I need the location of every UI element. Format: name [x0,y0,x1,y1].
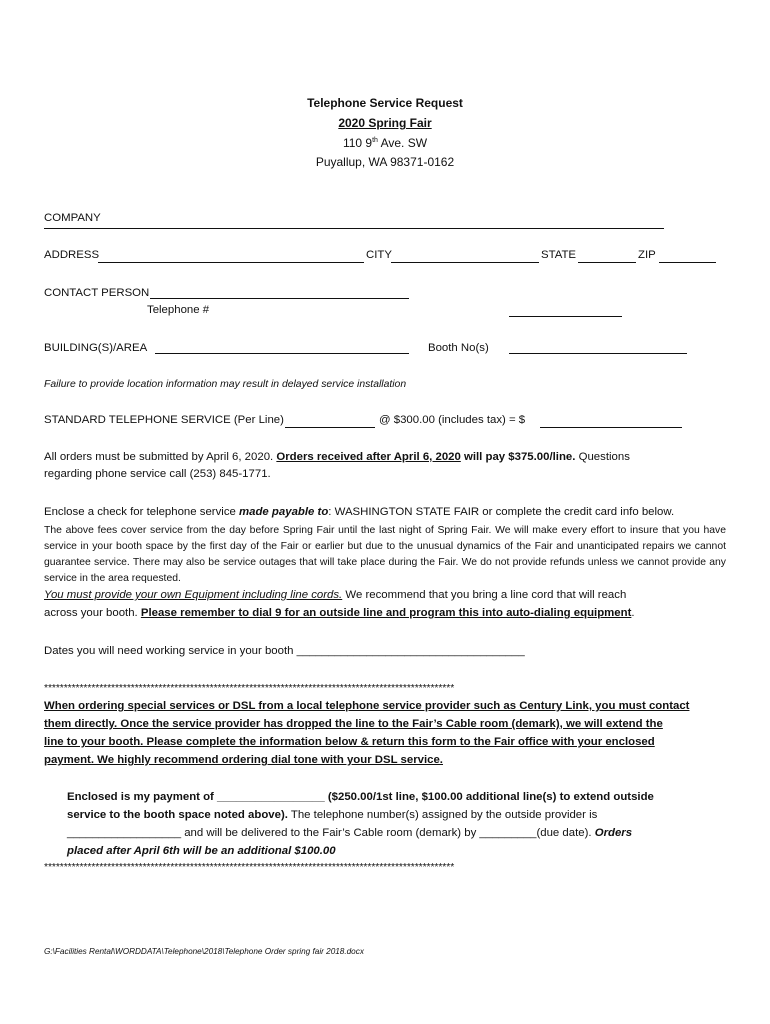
booth-field[interactable] [509,353,687,354]
company-label: COMPANY [44,212,101,224]
buildings-label: BUILDING(S)/AREA [44,342,148,354]
form-subtitle: 2020 Spring Fair [338,116,432,130]
standard-service-label: STANDARD TELEPHONE SERVICE (Per Line) [44,414,284,426]
contact-person-field[interactable] [150,298,409,299]
equipment-notice: You must provide your own Equipment including line cords. We recommend that you bring a line cord that will reach [44,589,627,601]
zip-label: ZIP [638,249,656,261]
location-notice: Failure to provide location information may result in delayed service installation [44,379,407,390]
zip-field[interactable] [659,262,716,263]
city-label: CITY [366,249,392,261]
enclosed-service-line: service to the booth space noted above). The telephone number(s) assigned by the outside provider is [67,809,598,821]
special-services-line-3: line to your booth. Please complete the information below & return this form to the Fair office with your enclosed [44,736,655,748]
address-label: ADDRESS [44,249,100,261]
orders-deadline-text: All orders must be submitted by April 6, 2020. Orders received after April 6, 2020 will pay $375.00/line. Questions [44,451,630,463]
footer-file-path: G:\Facilities Rental\WORDDATA\Telephone\2018\Telephone Order spring fair 2018.docx [44,947,364,956]
buildings-field[interactable] [155,353,409,354]
enclosed-payment-line[interactable]: Enclosed is my payment of _________________ ($250.00/1st line, $100.00 additional line(s) to extend outside [67,791,654,803]
contact-person-label: CONTACT PERSON [44,287,150,299]
phone-number-due-date-line[interactable]: __________________ and will be delivered to the Fair’s Cable room (demark) by _________(due date). Orders [67,827,633,839]
address-field[interactable] [98,262,364,263]
late-fee-notice: placed after April 6th will be an additional $100.00 [67,845,336,857]
state-label: STATE [541,249,577,261]
special-services-line-4: payment. We highly recommend ordering dial tone with your DSL service. [44,754,443,766]
line-count-field[interactable] [285,427,375,428]
service-dates-field[interactable]: Dates you will need working service in your booth ____________________________________ [44,645,525,657]
state-field[interactable] [578,262,636,263]
dial-nine-notice: across your booth. Please remember to dial 9 for an outside line and program this into auto-dialing equipment. [44,607,635,619]
fair-street-address: 110 9th Ave. SW [342,136,428,150]
telephone-field[interactable] [509,316,622,317]
special-services-line-1: When ordering special services or DSL from a local telephone service provider such as Century Link, you must contact [44,700,690,712]
standard-service-price: @ $300.00 (includes tax) = $ [379,414,526,426]
separator-stars-bottom: ******************************************************************************************************** [44,862,455,873]
separator-stars-top: ******************************************************************************************************** [44,683,455,694]
form-title: Telephone Service Request [307,96,463,110]
fair-city-address: Puyallup, WA 98371-0162 [315,155,455,169]
payment-instructions: Enclose a check for telephone service made payable to: WASHINGTON STATE FAIR or complete the credit card info below. [44,506,675,518]
questions-phone-text: regarding phone service call (253) 845-1771. [44,468,271,480]
booth-label: Booth No(s) [428,342,489,354]
fees-paragraph: The above fees cover service from the day before Spring Fair until the last night of Spring Fair. We will make every effort to insure that you have service in your booth space by the first day of the Fair or earlier but due to the unusual dynamics of the Fair and unanticipated repairs we cannot guarantee service. There may also be service outages that will take place during the Fair. We do not provide refunds unless we cannot provide any service in the area requested. [44,525,726,584]
company-field[interactable] [44,228,664,229]
special-services-line-2: them directly. Once the service provider has dropped the line to the Fair’s Cable room (demark), we will extend the [44,718,663,730]
telephone-label: Telephone # [147,304,210,316]
city-field[interactable] [391,262,539,263]
total-amount-field[interactable] [540,427,682,428]
